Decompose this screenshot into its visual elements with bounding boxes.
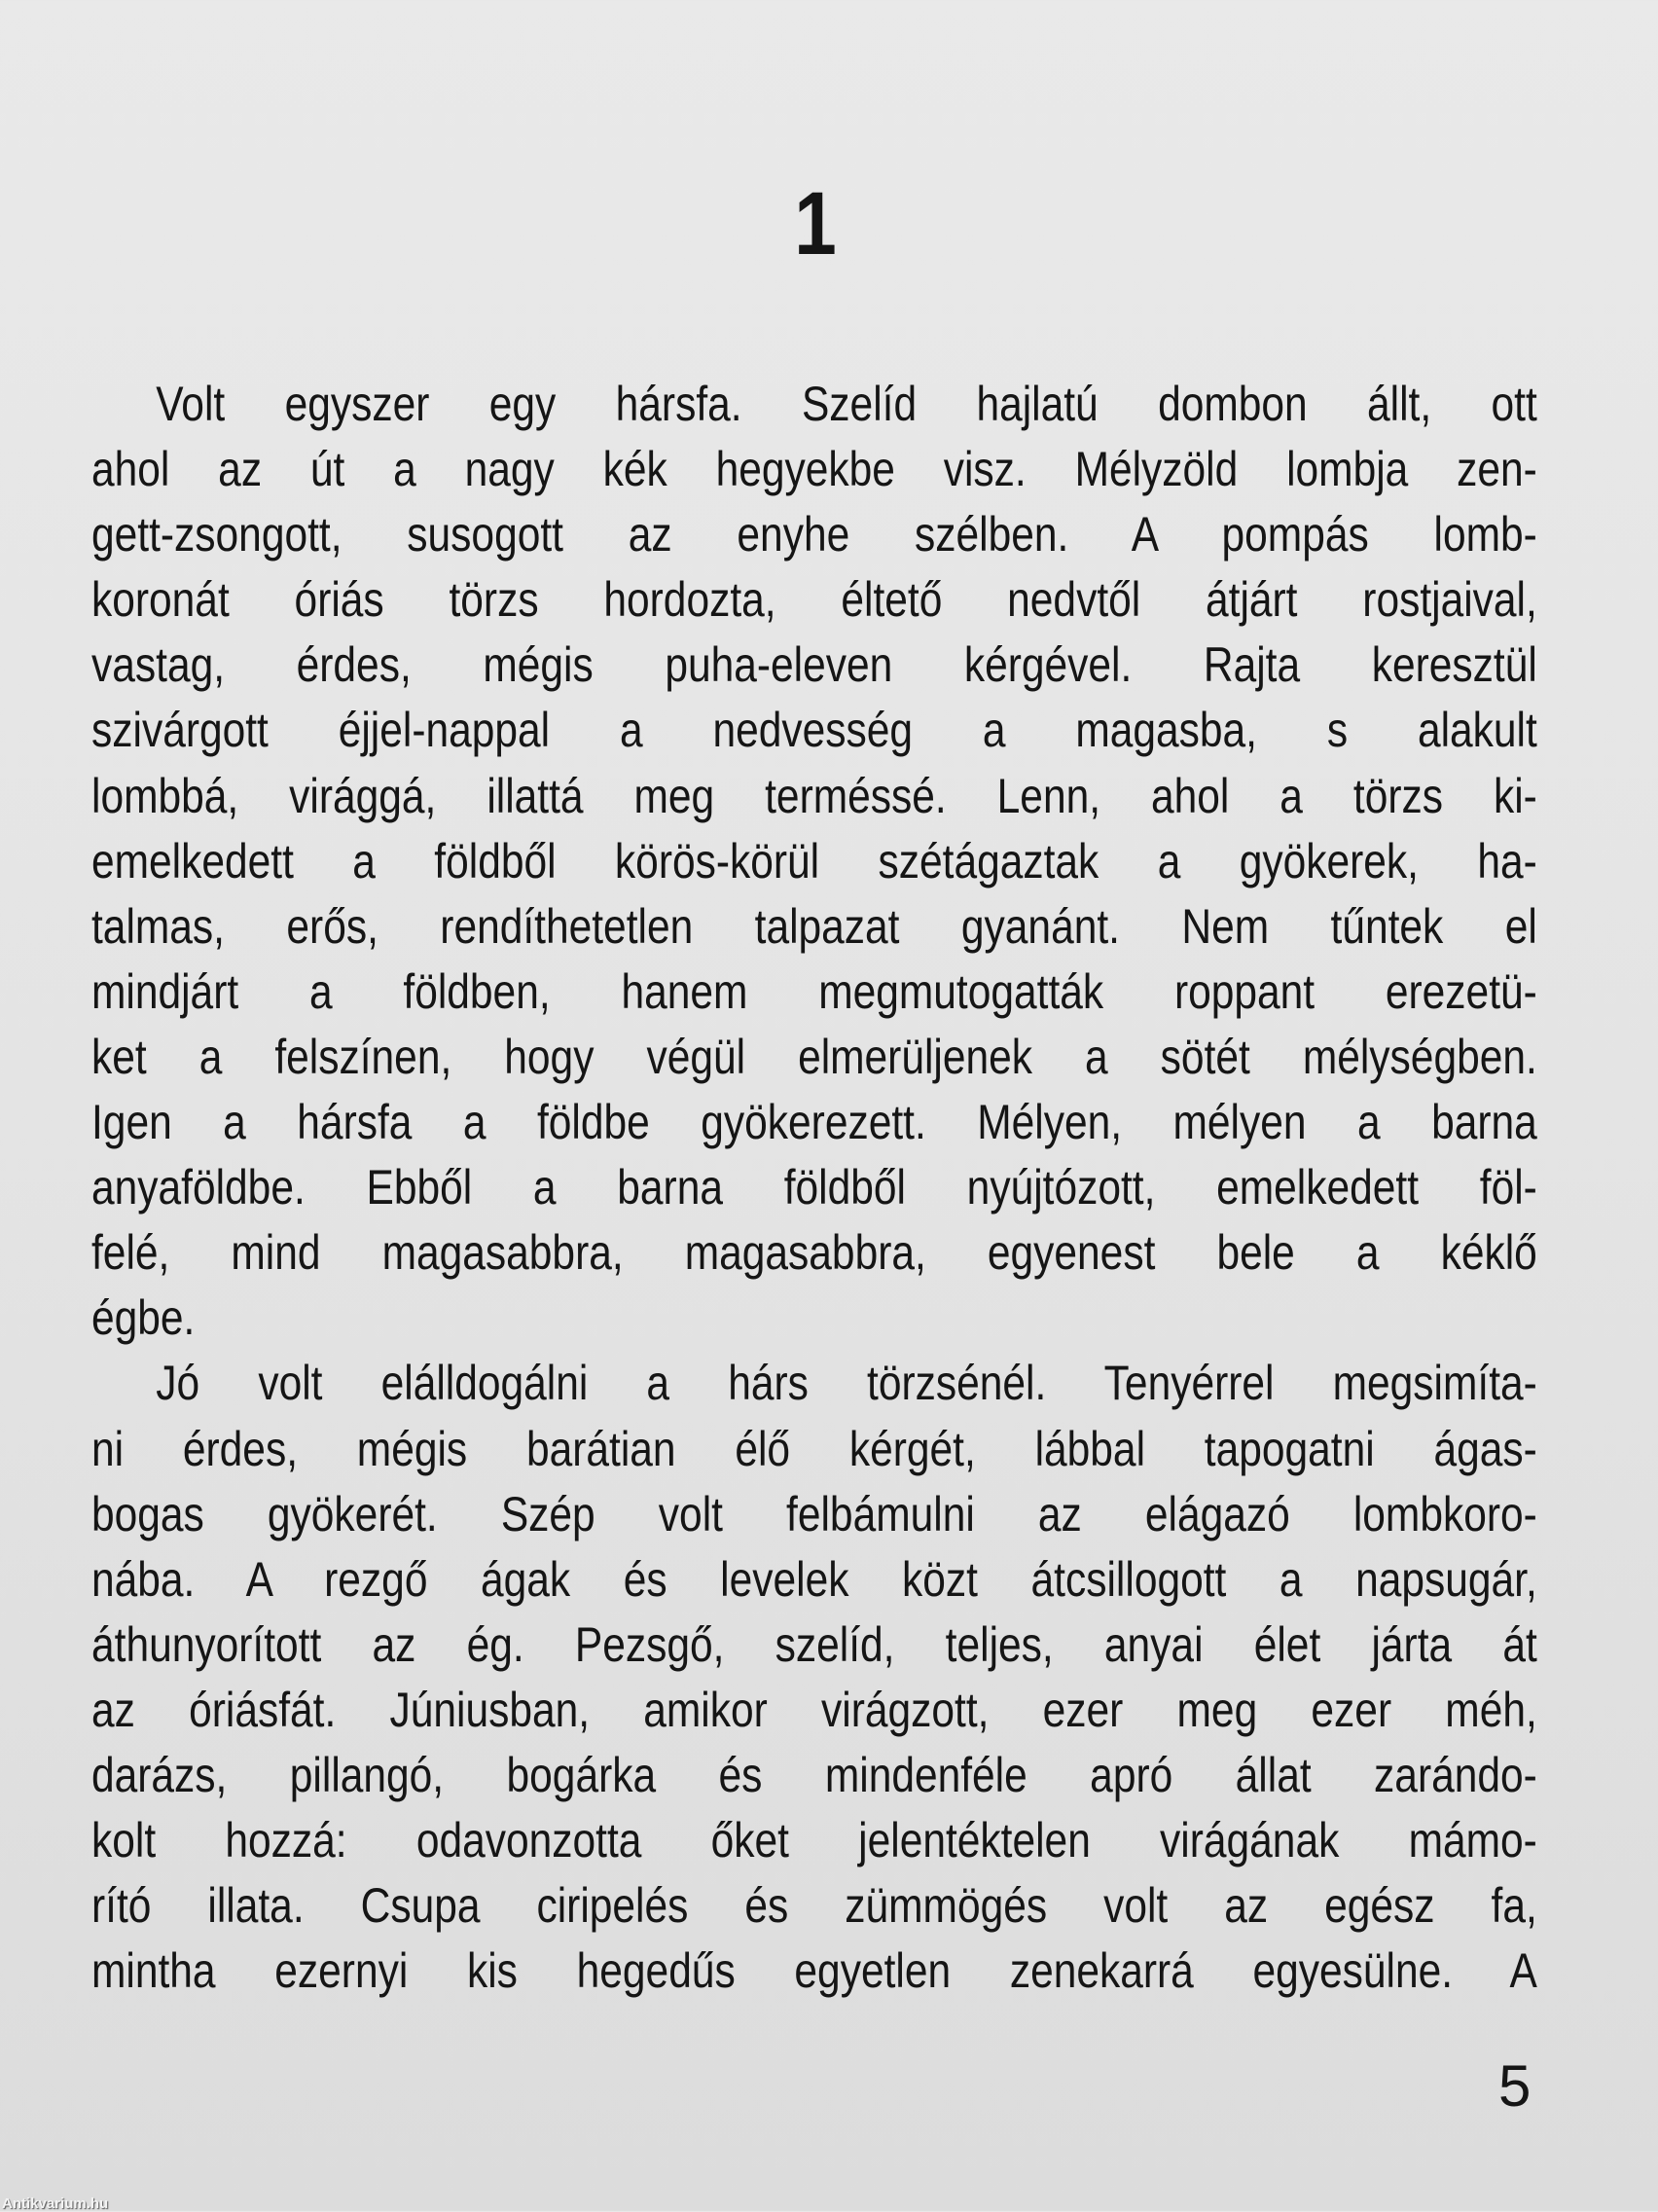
text-line: égbe. [91,1290,196,1346]
text-line: ket a felszínen, hogy végül elmerüljenek a sötét mélységben. [91,1029,1537,1084]
text-line: felé, mind magasabbra, magasabbra, egyenest bele a kéklő [91,1225,1537,1281]
text-line: Jó volt elálldogálni a hárs törzsénél. Tenyérrel megsimíta- [156,1356,1537,1411]
text-line: anyaföldbe. Ebből a barna földből nyújtózott, emelkedett föl- [91,1160,1537,1215]
text-line: Igen a hársfa a földbe gyökerezett. Mélyen, mélyen a barna [91,1095,1537,1150]
text-line: bogas gyökerét. Szép volt felbámulni az elágazó lombkoro- [91,1486,1537,1541]
text-line: emelkedett a földből körös-körül szétágaztak a gyökerek, ha- [91,833,1537,888]
text-line: ni érdes, mégis barátian élő kérgét, lábbal tapogatni ágas- [91,1421,1537,1476]
text-line: nába. A rezgő ágak és levelek közt átcsillogott a napsugár, [91,1551,1537,1607]
text-line: koronát óriás törzs hordozta, éltető nedvtől átjárt rostjaival, [91,572,1537,628]
watermark: Antikvarium.hu [2,2195,109,2212]
page-number: 5 [1498,2053,1532,2119]
paragraph [91,372,1537,1351]
body-text [91,372,1537,2004]
text-line: rító illata. Csupa ciripelés és zümmögés volt az egész fa, [91,1878,1537,1934]
text-line: ahol az út a nagy kék hegyekbe visz. Mélyzöld lombja zen- [91,442,1537,497]
text-line: vastag, érdes, mégis puha-eleven kérgével. Rajta keresztül [91,637,1537,693]
text-line: szivárgott éjjel-nappal a nedvesség a magasba, s alakult [91,703,1537,758]
text-line: mintha ezernyi kis hegedűs egyetlen zenekarrá egyesülne. A [91,1943,1537,1999]
chapter-number: 1 [794,174,837,273]
text-line: áthunyorított az ég. Pezsgő, szelíd, teljes, anyai élet járta át [91,1616,1537,1672]
text-line: kolt hozzá: odavonzotta őket jelentéktelen virágának mámo- [91,1813,1537,1868]
text-line: gett-zsongott, susogott az enyhe szélben. A pompás lomb- [91,507,1537,562]
text-line: darázs, pillangó, bogárka és mindenféle apró állat zarándo- [91,1747,1537,1802]
paragraph [91,1351,1537,2004]
text-line: lombbá, virággá, illattá meg terméssé. Lenn, ahol a törzs ki- [91,768,1537,823]
text-line: az óriásfát. Júniusban, amikor virágzott, ezer meg ezer méh, [91,1682,1537,1737]
text-line: Volt egyszer egy hársfa. Szelíd hajlatú dombon állt, ott [156,377,1537,431]
text-line: mindjárt a földben, hanem megmutogatták roppant erezetü- [91,963,1537,1019]
text-line: talmas, erős, rendíthetetlen talpazat gyanánt. Nem tűntek el [91,898,1537,954]
